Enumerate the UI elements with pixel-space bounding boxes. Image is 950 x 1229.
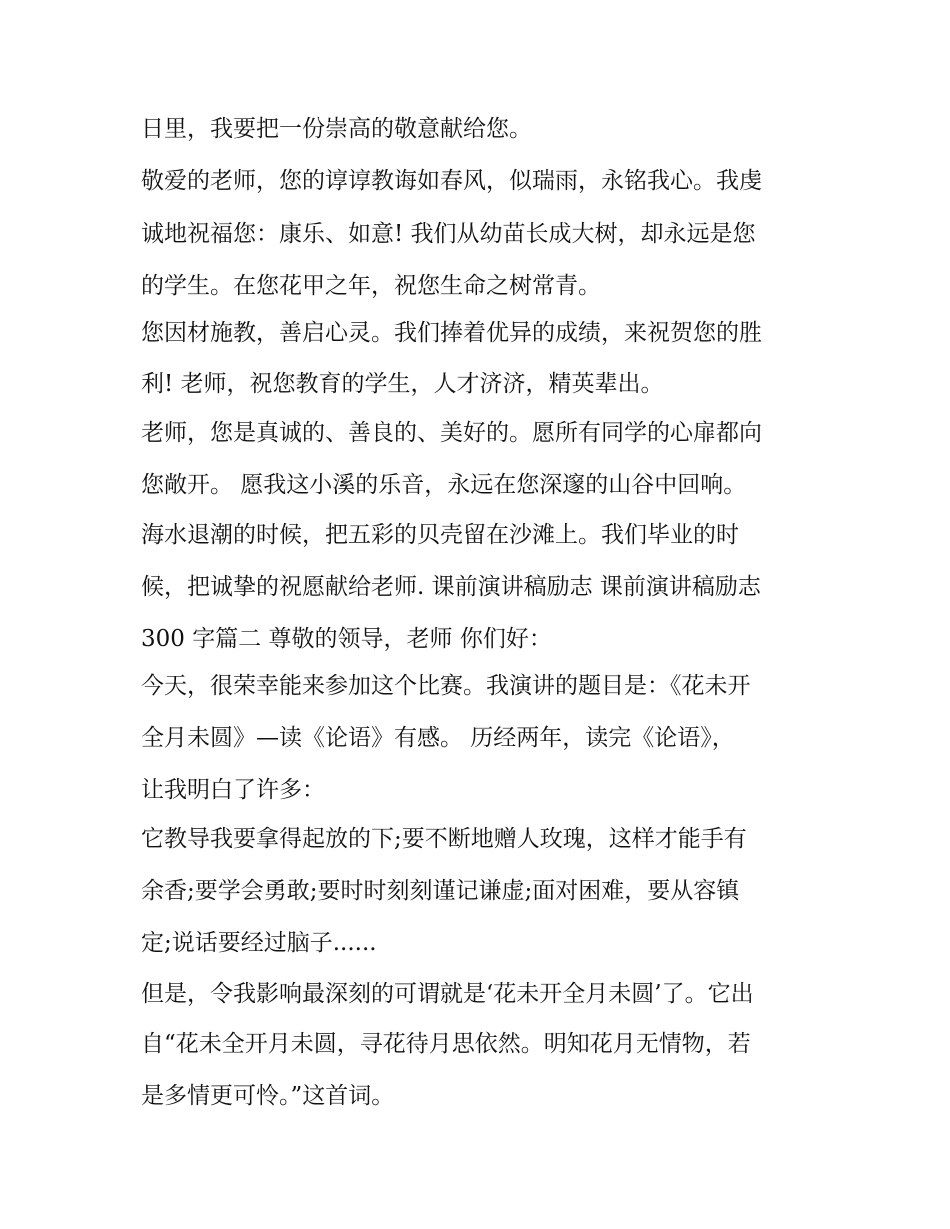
text-line-8: 您敞开。 愿我这小溪的乐音，永远在您深邃的山谷中回响。 xyxy=(141,472,747,498)
text-line-16: 余香;要学会勇敢;要时时刻刻谨记谦虚;面对困难，要从容镇 xyxy=(141,878,740,904)
text-line-20: 是多情更可怜。”这首词。 xyxy=(141,1083,395,1109)
text-line-19: 自“花未全开月未圆，寻花待月思依然。明知花月无情物，若 xyxy=(141,1031,751,1057)
text-line-4: 的学生。在您花甲之年，祝您生命之树常青。 xyxy=(141,273,601,299)
text-line-6: 利! 老师，祝您教育的学生，人才济济，精英辈出。 xyxy=(141,371,664,397)
text-line-1: 日里，我要把一份崇高的敬意献给您。 xyxy=(141,116,532,142)
text-line-3: 诚地祝福您：康乐、如意! 我们从幼苗长成大树，却永远是您 xyxy=(141,221,756,247)
text-line-13: 全月未圆》—读《论语》有感。 历经两年，读完《论语》， xyxy=(141,725,735,751)
text-line-5: 您因材施教，善启心灵。我们捧着优异的成绩，来祝贺您的胜 xyxy=(141,320,762,346)
text-line-18: 但是，令我影响最深刻的可谓就是‘花未开全月未圆’了。它出 xyxy=(141,981,754,1007)
text-line-10: 候，把诚挚的祝愿献给老师. 课前演讲稿励志 课前演讲稿励志 xyxy=(141,574,761,600)
text-line-9: 海水退潮的时候，把五彩的贝壳留在沙滩上。我们毕业的时 xyxy=(141,522,739,548)
text-line-17: 定;说话要经过脑子...... xyxy=(141,930,377,956)
text-line-11: 300 字篇二 尊敬的领导，老师 你们好： xyxy=(141,626,552,652)
text-line-2: 敬爱的老师，您的谆谆教诲如春风，似瑞雨，永铭我心。我虔 xyxy=(141,168,762,194)
text-line-12: 今天，很荣幸能来参加这个比赛。我演讲的题目是：《花未开 xyxy=(141,673,751,699)
text-line-15: 它教导我要拿得起放的下;要不断地赠人玫瑰，这样才能手有 xyxy=(141,826,747,852)
text-line-14: 让我明白了许多： xyxy=(141,777,325,803)
text-line-7: 老师，您是真诚的、善良的、美好的。愿所有同学的心扉都向 xyxy=(141,420,762,446)
